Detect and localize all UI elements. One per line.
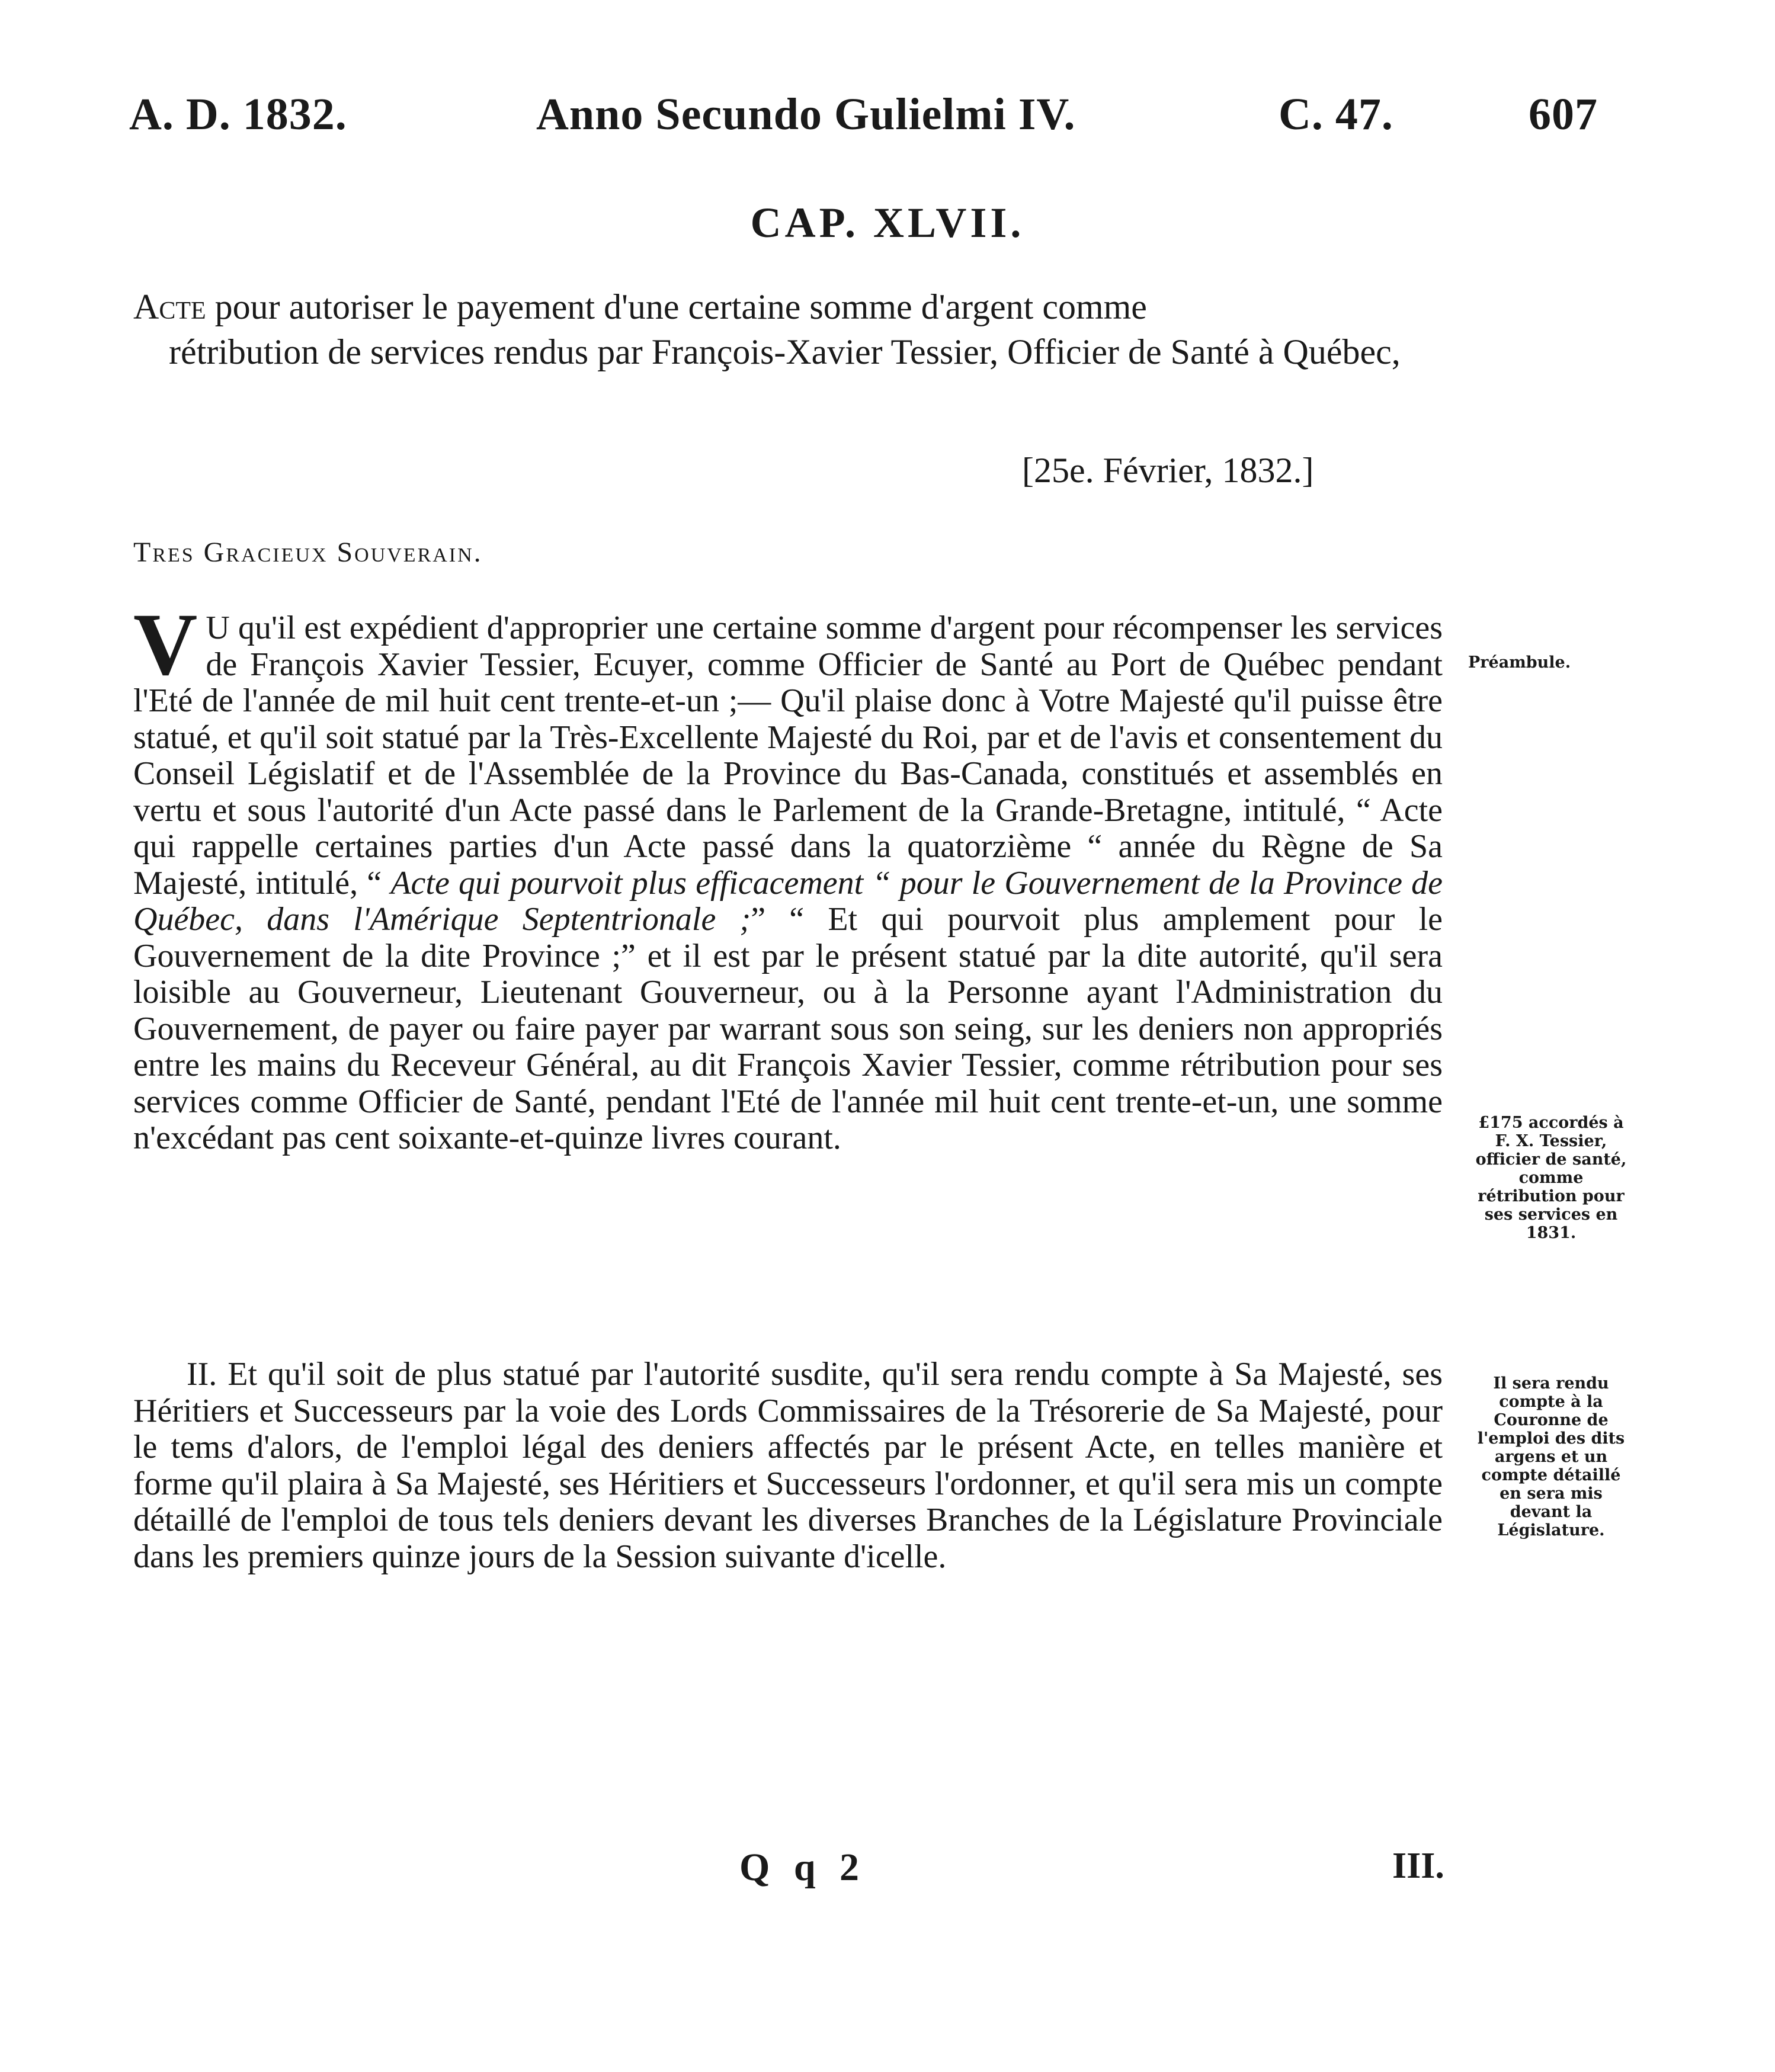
margin-note-account: Il sera rendu compte à la Couronne de l'emploi des dits argens et un compte détaillé en sera mis devant la Législature. xyxy=(1477,1374,1625,1539)
act-date: [25e. Février, 1832.] xyxy=(1022,451,1314,490)
act-title-lead: Acte xyxy=(133,287,206,326)
margin-note-preamble: Préambule. xyxy=(1468,653,1571,672)
running-head-regnal-year: Anno Secundo Gulielmi IV. xyxy=(536,89,1076,139)
margin-note-grant: £175 accordés à F. X. Tessier, officier de santé, comme rétribution pour ses services en 1831. xyxy=(1475,1114,1627,1242)
page-number: 607 xyxy=(1529,89,1598,139)
act-title-text-2: rétribution de services rendus par François-Xavier Tessier, Officier de Santé à Québec, xyxy=(169,332,1401,371)
section-2-paragraph: II. Et qu'il soit de plus statué par l'autorité susdite, qu'il sera rendu compte à Sa Majesté, ses Héritiers et Successeurs par la voie des Lords Commissaires de la Trésorerie de Sa Majesté, pour le tems d'alors, de l'emploi légal des deniers affectés par le présent Acte, en telles manière et forme qu'il plaira à Sa Majesté, ses Héritiers et Successeurs l'ordonner, et qu'il sera mis un compte détaillé de l'emploi de tous tels deniers devant les diverses Branches de la Législature Provinciale dans les premiers quinze jours de la Session suivante d'icelle. xyxy=(133,1356,1443,1575)
running-head-chapter: C. 47. xyxy=(1279,89,1393,139)
act-title xyxy=(133,284,1443,374)
preamble-italic-title: Acte qui pourvoit plus efficacement “ pour le Gouvernement de la Province de Québec, dans l'Amérique Septentrionale ; xyxy=(133,864,1443,938)
preamble-text-after: ” “ Et qui pourvoit plus amplement pour le Gouvernement de la dite Province ;” et il est par le présent statué par la dite autorité, qu'il sera loisible au Gouverneur, Lieutenant Gouverneur, ou à la Personne ayant l'Administration du Gouvernement, de payer ou faire payer par warrant sous son seing, sur les deniers non appropriés entre les mains du Receveur Général, au dit François Xavier Tessier, comme rétribution pour ses services comme Officier de Santé, pendant l'Eté de l'année mil huit cent trente-et-un, une somme n'excédant pas cent soixante-et-quinze livres courant. xyxy=(133,901,1443,1156)
signature-mark: Q q 2 xyxy=(739,1846,867,1889)
act-title-text-1: pour autoriser le payement d'une certaine somme d'argent comme xyxy=(206,287,1147,326)
running-head xyxy=(0,89,1775,148)
chapter-title: CAP. XLVII. xyxy=(750,199,1025,246)
preamble-text: U qu'il est expédient d'approprier une certaine somme d'argent pour récompenser les services de François Xavier Tessier, Ecuyer, comme Officier de Santé au Port de Québec pendant l'Eté de l'année de mil huit cent trente-et-un ;— Qu'il plaise donc à Votre Majesté qu'il puisse être statué, et qu'il soit statué par la Très-Excellente Majesté du Roi, par et de l'avis et consentement du Conseil Législatif et de l'Assemblée de la Province du Bas-Canada, constitués et assemblés en vertu et sous l'autorité d'un Acte passé dans le Parlement de la Grande-Bretagne, intitulé, “ Acte qui rappelle certaines parties d'un Acte passé dans la quatorzième “ année du Règne de Sa Majesté, intitulé, “ xyxy=(133,610,1443,902)
drop-cap: V xyxy=(133,595,198,694)
preamble-paragraph xyxy=(133,595,1443,1157)
running-head-year: A. D. 1832. xyxy=(129,89,347,139)
salutation: Tres Gracieux Souverain. xyxy=(133,537,483,568)
catchword: III. xyxy=(1392,1846,1444,1886)
